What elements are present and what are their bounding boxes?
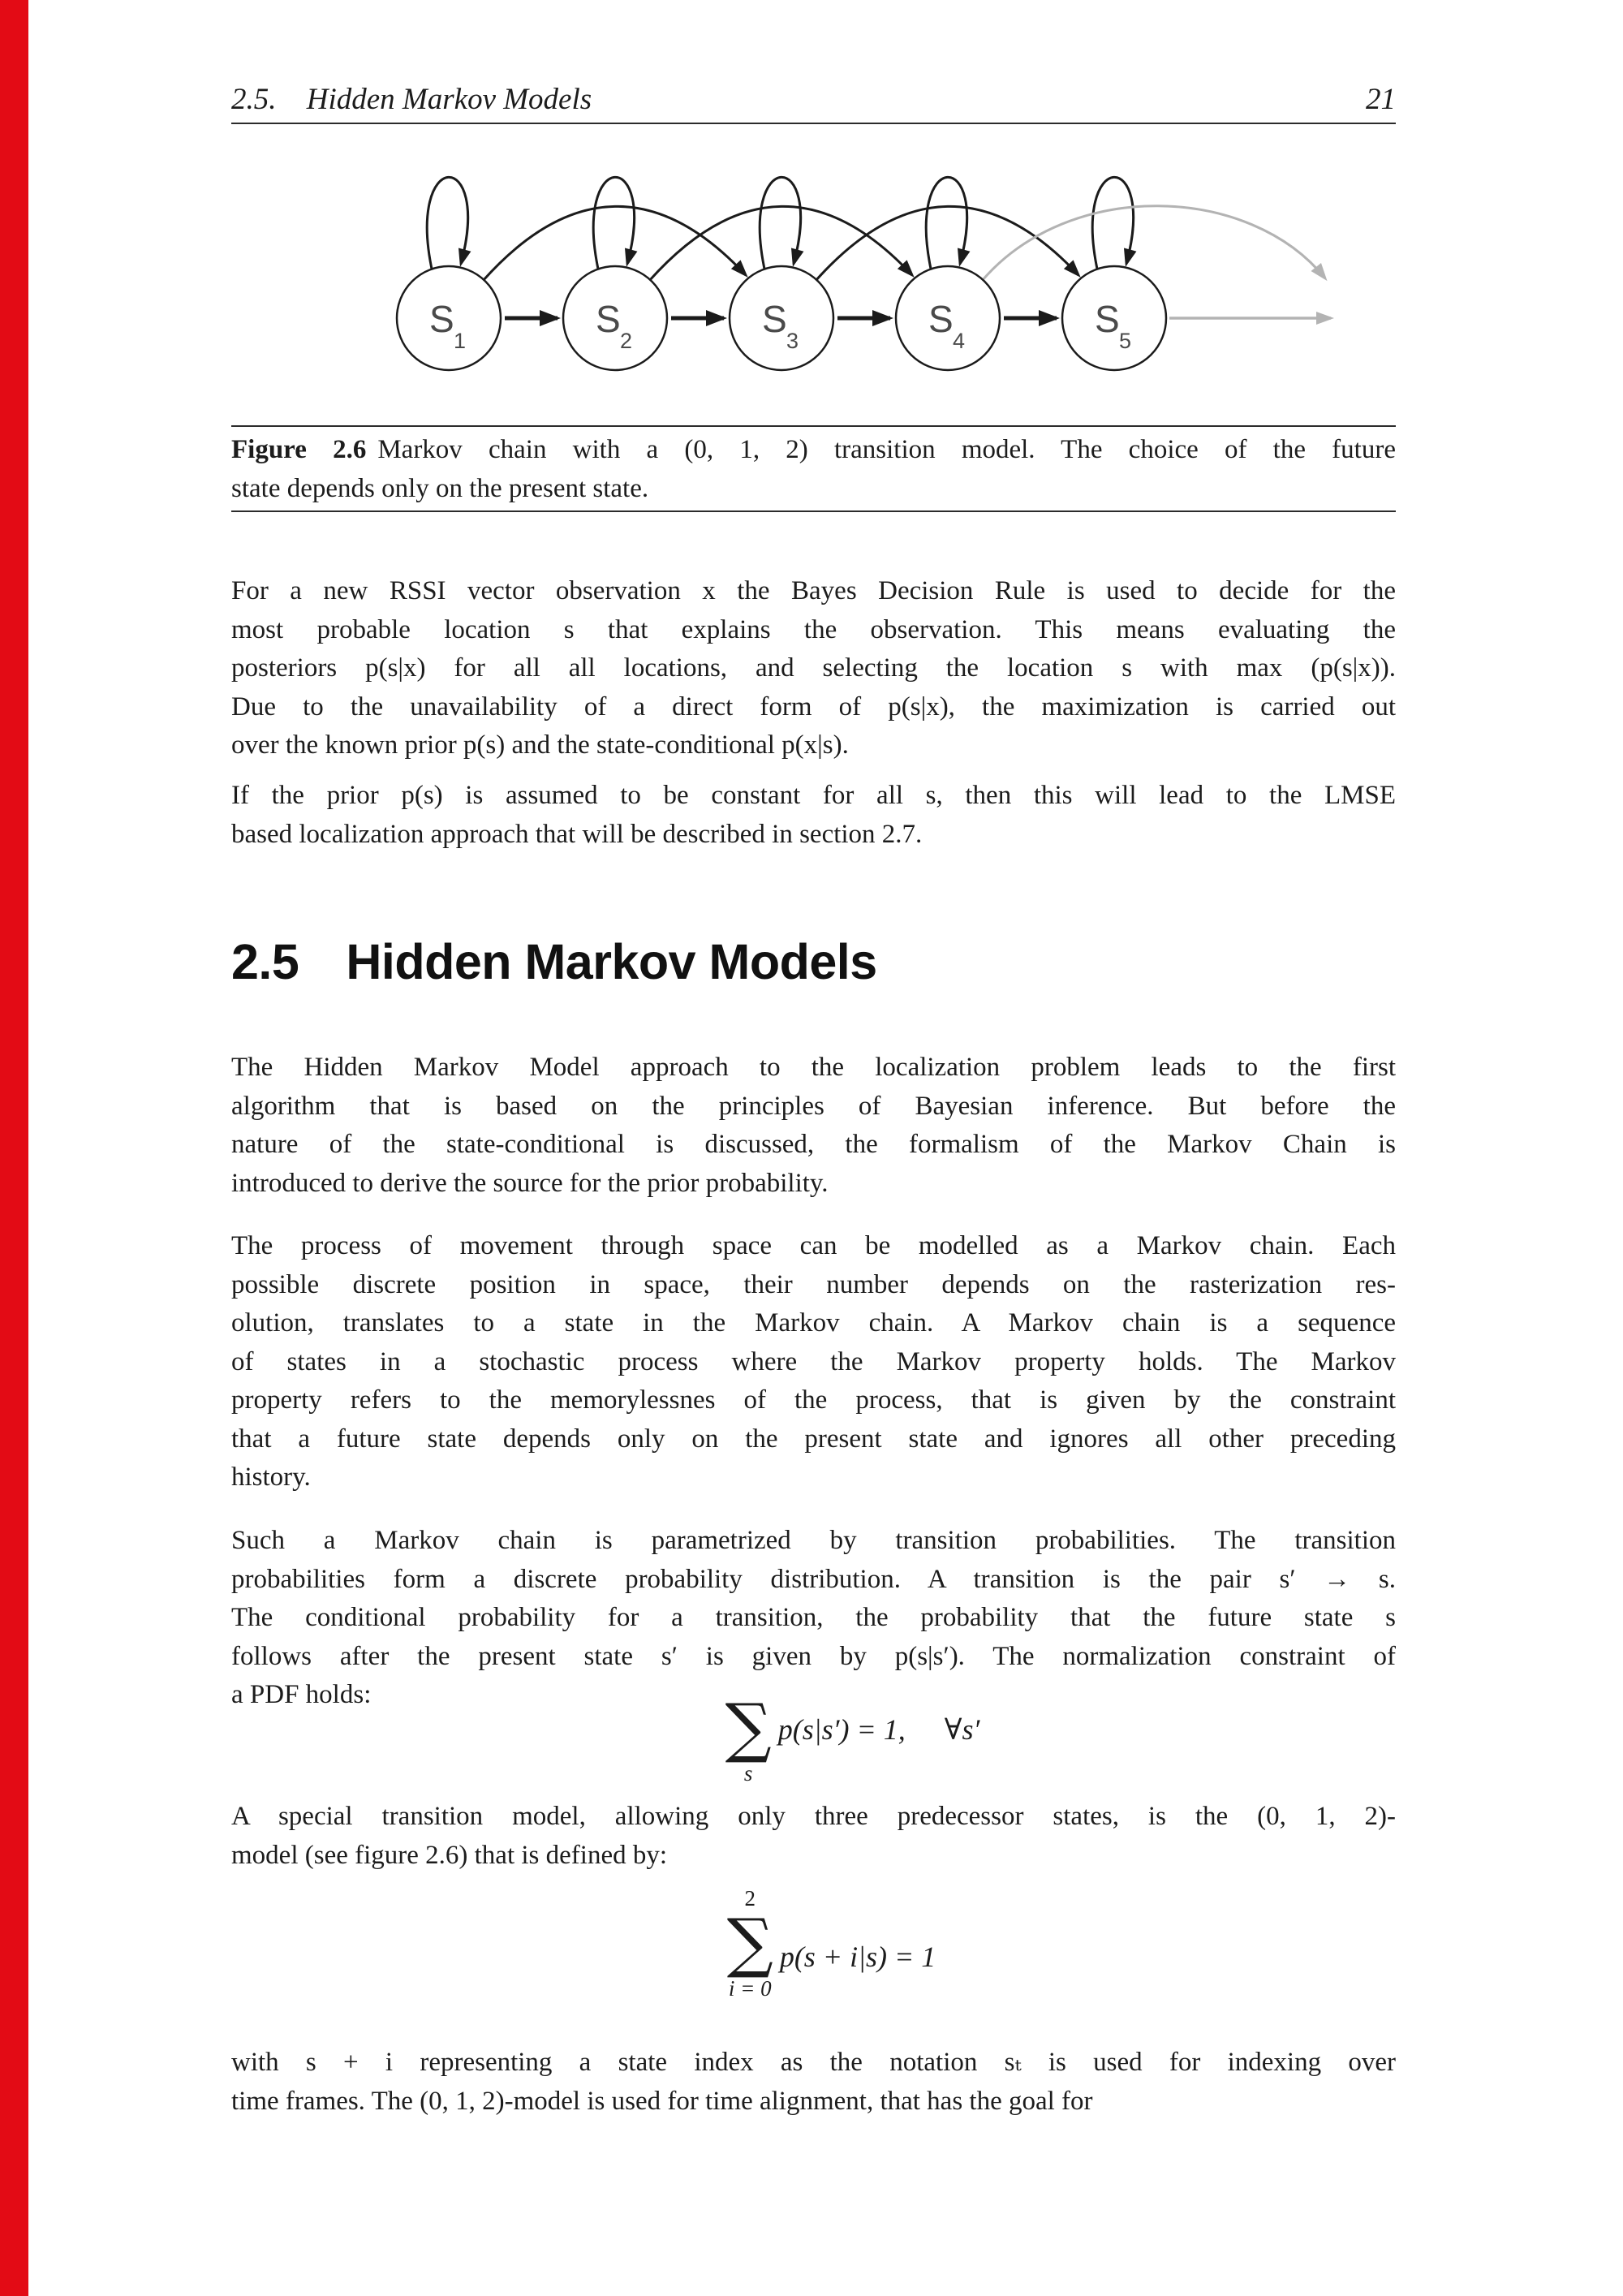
text-line: based localization approach that will be described in section 2.7. (231, 819, 923, 849)
text-line: follows after the present state s′ is given by p(s|s′). The normalization constraint of (231, 1641, 1396, 1671)
text-line: For a new RSSI vector observation x the Bayes Decision Rule is used to decide for the (231, 576, 1396, 605)
sum-lower-limit: i = 0 (728, 1976, 772, 2001)
caption-line-1 (231, 431, 1396, 470)
running-header-section-title: Hidden Markov Models (306, 83, 592, 116)
paragraph-2 (231, 777, 1396, 854)
header-rule (231, 123, 1396, 124)
text-line: property refers to the memorylessnes of the process, that is given by the constraint (231, 1385, 1396, 1415)
paragraph-5 (231, 1522, 1396, 1715)
text-line: olution, translates to a state in the Markov chain. A Markov chain is a sequence (231, 1308, 1396, 1338)
sum-symbol-group (727, 1888, 773, 2000)
section-heading-number: 2.5 (231, 934, 299, 989)
caption-text-1: Markov chain with a (0, 1, 2) transition model. The choice of the future (377, 435, 1396, 464)
text-line: with s + i representing a state index as the notation sₜ is used for indexing over (231, 2048, 1396, 2077)
paragraph-3 (231, 1049, 1396, 1203)
text-line: A special transition model, allowing only three predecessor states, is the (0, 1, 2)- (231, 1802, 1396, 1831)
self-loop-arrow-s5 (1092, 177, 1133, 273)
text-line: over the known prior p(s) and the state-conditional p(x|s). (231, 730, 849, 760)
markov-chain-diagram (365, 158, 1388, 416)
text-line: posteriors p(s|x) for all all locations, and selecting the location s with max (p(s|x)). (231, 653, 1396, 683)
self-loop-arrow-s2 (593, 177, 634, 273)
text-line: The Hidden Markov Model approach to the localization problem leads to the first (231, 1053, 1396, 1082)
state-label-s1: S (429, 298, 454, 340)
text-line: model (see figure 2.6) that is defined by: (231, 1840, 668, 1870)
self-loop-arrow-s1 (427, 177, 467, 273)
section-heading-title: Hidden Markov Models (346, 934, 877, 989)
sum-symbol-group (725, 1690, 772, 1786)
sum-symbol: ∑ (726, 1905, 773, 1980)
paragraph-7 (231, 2044, 1396, 2121)
text-line: time frames. The (0, 1, 2)-model is used for time alignment, that has the goal for (231, 2086, 1093, 2116)
page-number: 21 (1366, 83, 1396, 116)
text-line: introduced to derive the source for the prior probability. (231, 1168, 829, 1198)
text-line: nature of the state-conditional is discussed, the formalism of the Markov Chain is (231, 1130, 1396, 1159)
text-line: history. (231, 1462, 311, 1492)
caption-figure-tag: Figure 2.6 (231, 435, 367, 464)
formula-body: p(s|s′) = 1, (777, 1713, 906, 1746)
figure-caption (231, 431, 1396, 508)
state-sub-s1: 1 (454, 329, 467, 353)
text-line: If the prior p(s) is assumed to be constant for all s, then this will lead to the LMSE (231, 781, 1396, 810)
text-line: Such a Markov chain is parametrized by transition probabilities. The transition (231, 1526, 1396, 1555)
sum-lower-limit: s (743, 1761, 753, 1786)
state-sub-s5: 5 (1119, 329, 1132, 353)
skip-arrow-s4-exit (982, 206, 1325, 281)
text-line: Due to the unavailability of a direct form of p(s|x), the maximization is carried out (231, 691, 1396, 722)
text-line: a PDF holds: (231, 1680, 372, 1709)
text-line: The conditional probability for a transition, the probability that the future state s (231, 1603, 1396, 1632)
state-sub-s2: 2 (620, 329, 633, 353)
formula-forall: ∀s′ (944, 1713, 980, 1746)
self-loop-arrow-s4 (926, 177, 966, 273)
state-sub-s3: 3 (786, 329, 799, 353)
text-line: most probable location s that explains the observation. This means evaluating the (231, 614, 1396, 644)
paragraph-1 (231, 572, 1396, 765)
running-header-section-number: 2.5. (231, 83, 277, 116)
state-sub-s4: 4 (953, 329, 966, 353)
caption-line-2: state depends only on the present state. (231, 473, 649, 503)
text-line: possible discrete position in space, their number depends on the rasterization res- (231, 1269, 1396, 1299)
sum-symbol: ∑ (725, 1690, 772, 1765)
red-edge-strip (0, 0, 28, 2296)
text-line: algorithm that is based on the principles of Bayesian inference. But before the (231, 1091, 1396, 1121)
paragraph-4 (231, 1227, 1396, 1497)
caption-rule-bottom (231, 510, 1396, 512)
sum-upper-limit: 2 (744, 1886, 756, 1910)
state-label-s2: S (596, 298, 621, 340)
self-loop-arrow-s3 (760, 177, 800, 273)
caption-rule-top (231, 425, 1396, 427)
formula-012-model (231, 1888, 1414, 2000)
running-header-left (231, 82, 592, 118)
text-line: that a future state depends only on the present state and ignores all other preceding (231, 1424, 1396, 1454)
text-line: probabilities form a discrete probability distribution. A transition is the pair s′ → s. (231, 1564, 1396, 1594)
markov-chain-figure (365, 158, 1388, 416)
state-label-s5: S (1095, 298, 1120, 340)
running-header (231, 82, 1396, 118)
text-line: The process of movement through space can be modelled as a Markov chain. Each (231, 1231, 1396, 1260)
state-label-s3: S (762, 298, 787, 340)
text-line: of states in a stochastic process where the Markov property holds. The Markov (231, 1346, 1396, 1376)
section-heading (231, 933, 1396, 990)
state-label-s4: S (928, 298, 954, 340)
formula-body: p(s + i|s) = 1 (779, 1941, 936, 1973)
paragraph-6 (231, 1798, 1396, 1875)
